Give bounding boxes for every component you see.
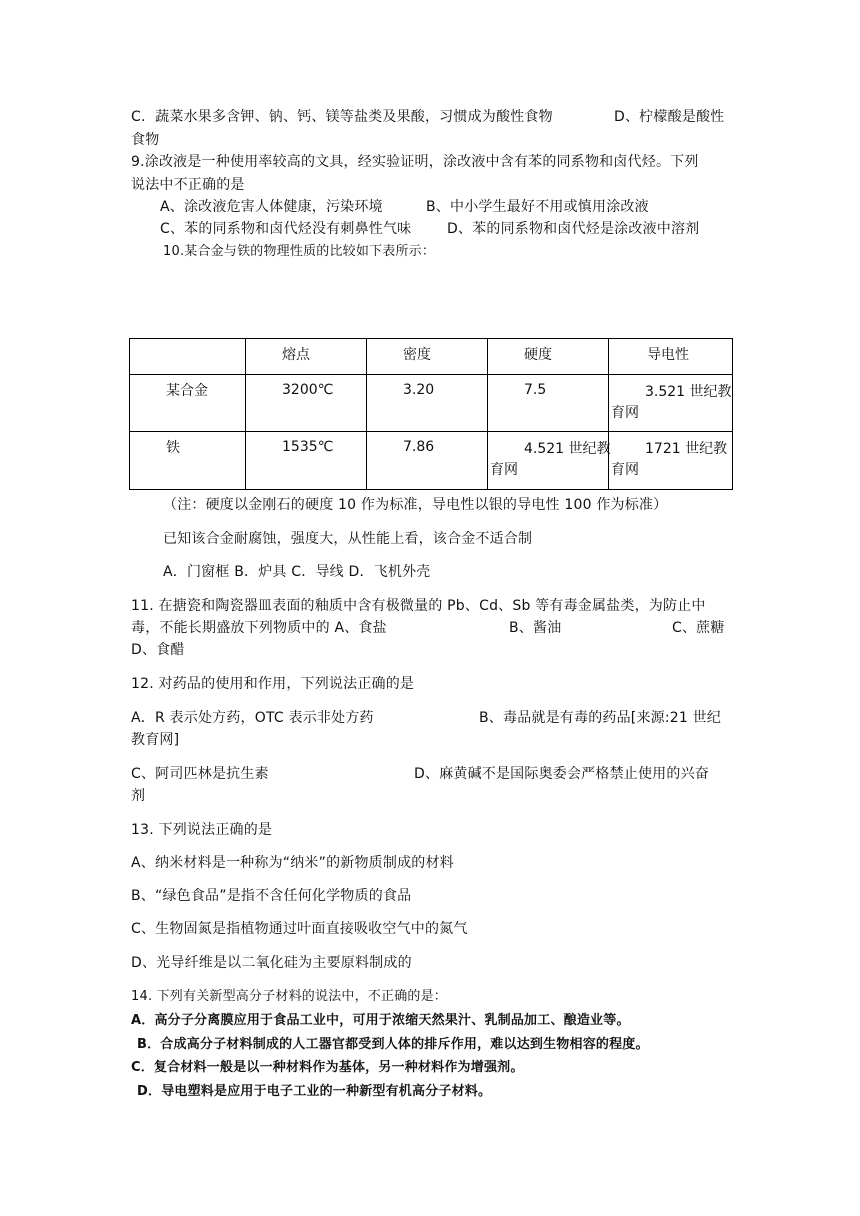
- q11-option-c: C、蔗糖: [672, 620, 725, 636]
- q9-option-b: B、中小学生最好不用或慎用涂改液: [426, 199, 649, 215]
- q8-option-c: C．蔬菜水果多含钾、钠、钙、镁等盐类及果酸，习惯成为酸性食物: [131, 109, 553, 125]
- table-header-cell: [246, 339, 367, 375]
- cell-hardness: 7.5: [524, 382, 547, 398]
- table-cell: [609, 375, 733, 432]
- header-hardness: 硬度: [524, 347, 552, 363]
- q14-option-c: C．复合材料一般是以一种材料作为基体，另一种材料作为增强剂。: [131, 1060, 524, 1075]
- q13-option-d: D、光导纤维是以二氧化硅为主要原料制成的: [131, 955, 412, 971]
- table-cell: [488, 432, 609, 490]
- q9-option-c: C、苯的同系物和卤代烃没有刺鼻性气味: [160, 221, 412, 237]
- q12-option-b: B、毒品就是有毒的药品[来源:21 世纪: [479, 710, 722, 726]
- header-melting: 熔点: [282, 347, 310, 363]
- cell-hardness: 4.521 世纪教: [524, 441, 611, 457]
- table-cell: [246, 432, 367, 490]
- q12-option-d: D、麻黄碱不是国际奥委会严格禁止使用的兴奋: [414, 766, 709, 782]
- cell-melting: 1535℃: [282, 439, 334, 455]
- property-table: [129, 338, 733, 490]
- q12-stem: 12. 对药品的使用和作用，下列说法正确的是: [131, 676, 415, 692]
- table-cell: [130, 432, 246, 490]
- q13-stem: 13. 下列说法正确的是: [131, 822, 273, 838]
- table-cell: [488, 375, 609, 432]
- q13-option-b: B、“绿色食品”是指不含任何化学物质的食品: [131, 888, 412, 904]
- table-cell: [367, 375, 488, 432]
- table-header-row: [130, 339, 733, 375]
- table-row: [130, 375, 733, 432]
- row-name: 某合金: [166, 383, 208, 399]
- q12-option-c: C、阿司匹林是抗生素: [131, 766, 269, 782]
- q12-option-a: A．R 表示处方药，OTC 表示非处方药: [131, 710, 374, 726]
- q11-option-d: D、食醋: [131, 642, 185, 658]
- q9-stem: 9.涂改液是一种使用率较高的文具，经实验证明，涂改液中含有苯的同系物和卤代烃。下列: [131, 154, 699, 170]
- cell-hardness-cont: 育网: [490, 462, 518, 478]
- q9-stem-cont: 说法中不正确的是: [131, 177, 245, 193]
- q13-option-a: A、纳米材料是一种称为“纳米”的新物质制成的材料: [131, 855, 454, 871]
- q10-options: A．门窗框 B．炉具 C．导线 D．飞机外壳: [163, 564, 431, 580]
- q13-option-c: C、生物固氮是指植物通过叶面直接吸收空气中的氮气: [131, 921, 468, 937]
- q11-option-b: B、酱油: [509, 620, 562, 636]
- q12-option-d-cont: 剂: [131, 788, 146, 804]
- q9-option-a: A、涂改液危害人体健康，污染环境: [160, 199, 383, 215]
- q8-option-d: D、柠檬酸是酸性: [614, 109, 725, 125]
- q8-option-d-cont: 食物: [131, 132, 160, 148]
- q11-stem: 11. 在搪瓷和陶瓷器皿表面的釉质中含有极微量的 Pb、Cd、Sb 等有毒金属盐类，为防止中: [131, 598, 706, 614]
- table-header-cell: [609, 339, 733, 375]
- cell-conductivity: 1721 世纪教: [645, 441, 728, 457]
- header-density: 密度: [403, 347, 431, 363]
- table-row: [130, 432, 733, 490]
- cell-conductivity: 3.521 世纪教: [645, 384, 732, 400]
- table-header-cell: [367, 339, 488, 375]
- table-note: （注：硬度以金刚石的硬度 10 作为标准，导电性以银的导电性 100 作为标准）: [163, 497, 668, 513]
- q14-stem: 14. 下列有关新型高分子材料的说法中，不正确的是：: [131, 989, 448, 1004]
- table-cell: [367, 432, 488, 490]
- q14-option-b: B．合成高分子材料制成的人工器官都受到人体的排斥作用，难以达到生物相容的程度。: [137, 1037, 649, 1052]
- table-cell: [609, 432, 733, 490]
- cell-melting: 3200℃: [282, 382, 334, 398]
- header-conductivity: 导电性: [647, 347, 689, 363]
- cell-conductivity-cont: 育网: [611, 462, 639, 478]
- table-cell: [130, 375, 246, 432]
- q14-option-a: A．高分子分离膜应用于食品工业中，可用于浓缩天然果汁、乳制品加工、酿造业等。: [131, 1013, 630, 1028]
- table-header-cell: [488, 339, 609, 375]
- q9-option-d: D、苯的同系物和卤代烃是涂改液中溶剂: [447, 221, 700, 237]
- cell-density: 7.86: [403, 439, 435, 455]
- q10-stem: 10.某合金与铁的物理性质的比较如下表所示：: [163, 244, 436, 259]
- q14-option-d: D．导电塑料是应用于电子工业的一种新型有机高分子材料。: [137, 1084, 492, 1099]
- cell-conductivity-cont: 育网: [611, 405, 639, 421]
- table-cell: [246, 375, 367, 432]
- q12-option-b-cont: 教育网]: [131, 732, 180, 748]
- table-header-cell: [130, 339, 246, 375]
- row-name: 铁: [166, 440, 180, 456]
- q10-question: 已知该合金耐腐蚀，强度大，从性能上看，该合金不适合制: [163, 531, 533, 547]
- q11-stem-cont: 毒，不能长期盛放下列物质中的 A、食盐: [131, 620, 387, 636]
- cell-density: 3.20: [403, 382, 435, 398]
